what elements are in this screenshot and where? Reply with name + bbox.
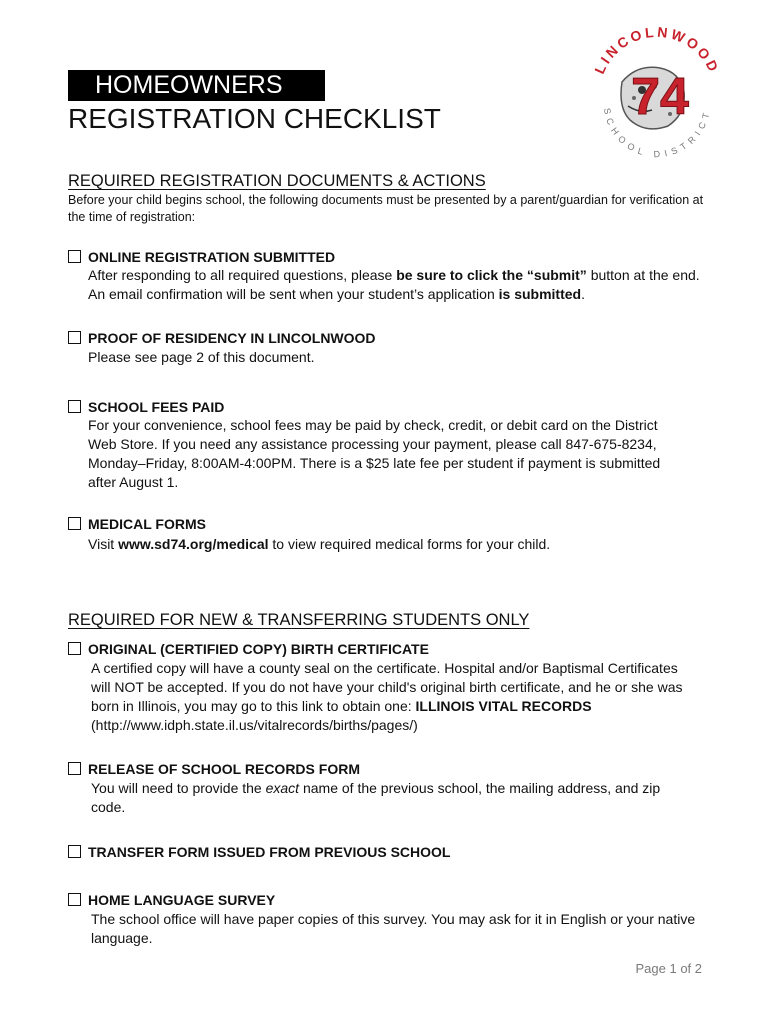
checklist-item-school-records [68, 760, 360, 778]
checkbox[interactable] [68, 517, 81, 530]
body-text: You will need to provide the [91, 780, 266, 796]
body-text: button at the end. An email confirmation will be sent when your student’s application [88, 267, 700, 302]
item-body [88, 535, 708, 554]
section2-heading: REQUIRED FOR NEW & TRANSFERRING STUDENTS ONLY [68, 611, 530, 629]
body-italic: exact [265, 780, 300, 796]
body-bold: is submitted [498, 286, 582, 302]
checkbox[interactable] [68, 762, 81, 775]
item-title: ONLINE REGISTRATION SUBMITTED [88, 249, 336, 265]
logo-arc-bottom: SCHOOL DISTRICT [601, 107, 713, 160]
checklist-item-proof-of-residency [68, 329, 376, 347]
item-title: ORIGINAL (CERTIFIED COPY) BIRTH CERTIFICATE [88, 641, 429, 657]
checkbox[interactable] [68, 250, 81, 263]
item-title: PROOF OF RESIDENCY IN LINCOLNWOOD [88, 330, 376, 346]
logo-number: 74 [631, 68, 689, 126]
page-number: Page 1 of 2 [635, 961, 702, 976]
body-bold: be sure to click the “submit” [396, 267, 587, 283]
checklist-item-birth-certificate [68, 640, 429, 658]
title-line1: HOMEOWNERS [95, 71, 283, 99]
checklist-item-home-language-survey [68, 891, 275, 909]
checklist-item-medical-forms [68, 515, 206, 533]
logo-arc-top: LINCOLNWOOD [591, 23, 723, 77]
body-text: After responding to all required questions, please [88, 267, 397, 283]
checkbox[interactable] [68, 893, 81, 906]
item-title: HOME LANGUAGE SURVEY [88, 892, 276, 908]
page-title: REGISTRATION CHECKLIST [68, 103, 441, 134]
checkbox[interactable] [68, 845, 81, 858]
section1-heading: REQUIRED REGISTRATION DOCUMENTS & ACTIONS [68, 172, 486, 190]
body-text: (http://www.idph.state.il.us/vitalrecords/births/pages/) [91, 717, 418, 733]
body-text: to view required medical forms for your child. [268, 536, 551, 552]
item-body [91, 779, 691, 817]
body-text: Visit [88, 536, 119, 552]
medical-link[interactable]: www.sd74.org/medical [118, 536, 269, 552]
vital-records-link[interactable]: ILLINOIS VITAL RECORDS [415, 698, 592, 714]
item-title: MEDICAL FORMS [88, 516, 206, 532]
item-body [91, 659, 691, 735]
section1-intro: Before your child begins school, the following documents must be presented by a parent/guardian for verification at the time of registration: [68, 193, 704, 224]
checklist-item-online-registration [68, 248, 335, 266]
checklist-item-transfer-form [68, 843, 450, 861]
item-body: The school office will have paper copies of this survey. You may ask for it in English or your native language. [91, 911, 696, 946]
item-title: RELEASE OF SCHOOL RECORDS FORM [88, 761, 360, 777]
body-text: . [581, 286, 585, 302]
checkbox[interactable] [68, 642, 81, 655]
title-band [68, 70, 325, 101]
body-text: A certified copy will have a county seal on the certificate. Hospital and/or Baptismal Certificates will NOT be accepted. If you do not have your child's original birth certificate, and he or she was born in Illinois, you may go to this link to obtain one: [91, 660, 683, 714]
body-text: name of the previous school, the mailing address, and zip code. [91, 780, 661, 815]
item-body: For your convenience, school fees may be paid by check, credit, or debit card on the District Web Store. If you need any assistance processing your payment, please call 847-675-8234, Monday–Friday, 8:00AM-4:00PM. There is a $25 late fee per student if payment is submitted after August 1. [88, 417, 661, 490]
item-body [88, 266, 708, 304]
checklist-item-school-fees [68, 398, 224, 416]
checkbox[interactable] [68, 331, 81, 344]
item-title: TRANSFER FORM ISSUED FROM PREVIOUS SCHOOL [88, 844, 451, 860]
checkbox[interactable] [68, 400, 81, 413]
item-body: Please see page 2 of this document. [88, 349, 315, 365]
district-logo [582, 22, 732, 167]
item-title: SCHOOL FEES PAID [88, 399, 225, 415]
